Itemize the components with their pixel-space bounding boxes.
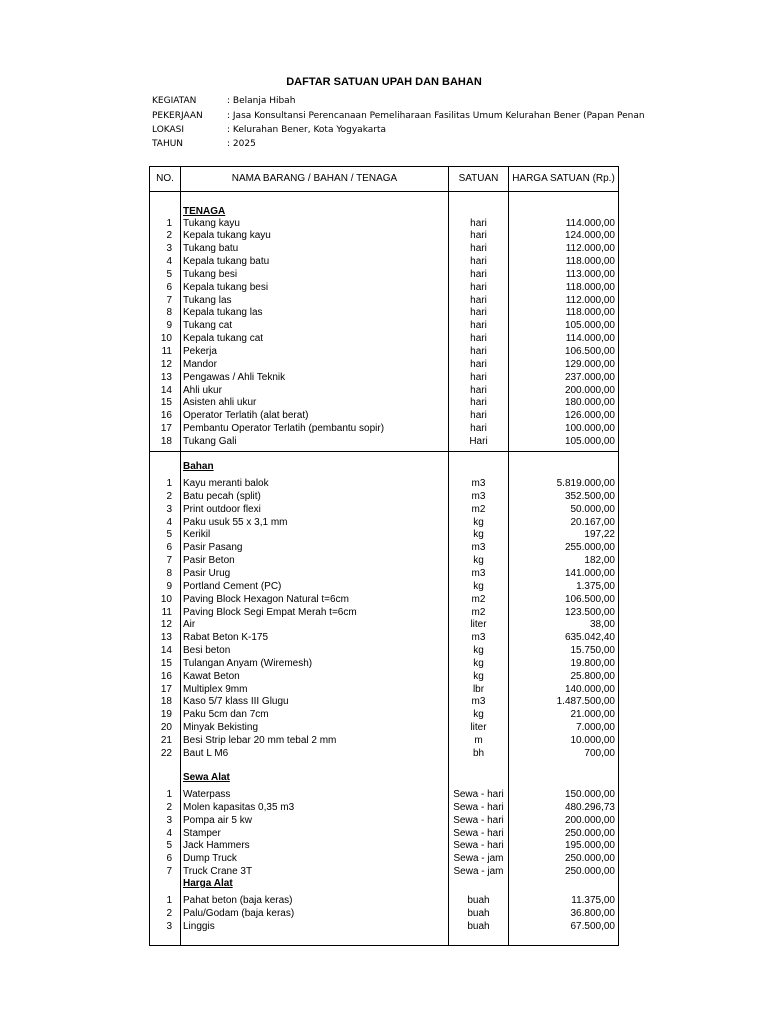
item-number: 6 xyxy=(166,853,172,865)
meta-kegiatan xyxy=(152,96,295,106)
table-row xyxy=(150,529,618,542)
item-name: Minyak Bekisting xyxy=(183,722,259,734)
item-price: 114.000,00 xyxy=(565,217,615,229)
item-name: Pahat beton (baja keras) xyxy=(183,895,293,906)
item-name: Rabat Beton K-175 xyxy=(183,632,269,644)
item-unit: hari xyxy=(470,410,487,422)
table-row xyxy=(150,282,618,295)
item-price: 105.000,00 xyxy=(564,320,615,332)
meta-pekerjaan xyxy=(152,111,645,121)
table-row xyxy=(150,671,618,684)
item-price: 480.296,73 xyxy=(564,801,615,813)
item-name: Kepala tukang kayu xyxy=(183,230,271,242)
item-price: 118.000,00 xyxy=(565,307,615,319)
item-number: 18 xyxy=(160,696,172,708)
item-unit: kg xyxy=(473,580,484,592)
table-row xyxy=(150,423,618,436)
table-row xyxy=(150,632,618,645)
item-unit: Sewa - jam xyxy=(453,866,504,878)
section-title: TENAGA xyxy=(183,205,226,217)
table-row xyxy=(150,385,618,398)
item-number: 4 xyxy=(166,256,172,268)
table-row xyxy=(150,594,618,607)
meta-label: KEGIATAN xyxy=(152,96,197,106)
item-unit: hari xyxy=(470,268,487,280)
table-row xyxy=(150,555,618,568)
item-number: 15 xyxy=(160,397,172,409)
item-unit: hari xyxy=(470,217,487,229)
item-name: Pekerja xyxy=(183,346,217,357)
item-unit: hari xyxy=(470,281,487,293)
table-row xyxy=(150,320,618,333)
item-number: 2 xyxy=(166,230,172,242)
item-price: 195.000,00 xyxy=(564,840,615,852)
item-price: 106.500,00 xyxy=(564,593,615,605)
table-row xyxy=(150,346,618,359)
item-number: 5 xyxy=(166,529,172,541)
item-price: 112.000,00 xyxy=(565,243,615,255)
item-name: Portland Cement (PC) xyxy=(183,580,282,592)
table-row xyxy=(150,307,618,320)
item-unit: Sewa - hari xyxy=(453,814,504,826)
table-row xyxy=(150,504,618,517)
item-number: 11 xyxy=(161,606,172,618)
item-number: 1 xyxy=(166,217,172,229)
item-unit: bh xyxy=(472,747,485,759)
meta-value: : Jasa Konsultansi Perencanaan Pemeliharaan Fasilitas Umum Kelurahan Bener (Papan Penan xyxy=(227,111,645,121)
item-price: 38,00 xyxy=(589,619,615,631)
item-unit: kg xyxy=(473,657,484,669)
item-unit: kg xyxy=(473,516,484,528)
item-name: Kerikil xyxy=(183,529,211,541)
item-unit: m2 xyxy=(471,503,486,515)
table-row xyxy=(150,517,618,530)
table-row xyxy=(150,568,618,581)
item-unit: hari xyxy=(470,333,487,345)
item-number: 1 xyxy=(166,789,172,800)
meta-label: PEKERJAAN xyxy=(152,111,203,121)
item-number: 19 xyxy=(160,709,172,721)
item-price: 1.375,00 xyxy=(576,580,615,592)
item-number: 8 xyxy=(166,567,172,579)
item-unit: Sewa - jam xyxy=(453,853,504,865)
item-name: Pembantu Operator Terlatih (pembantu sopir) xyxy=(183,423,385,435)
item-number: 1 xyxy=(166,478,172,489)
price-table xyxy=(149,166,619,946)
item-name: Pasir Urug xyxy=(183,567,231,579)
table-row xyxy=(150,840,618,853)
item-name: Linggis xyxy=(183,920,215,932)
item-number: 9 xyxy=(166,580,172,592)
item-name: Kayu meranti balok xyxy=(183,478,269,489)
item-number: 12 xyxy=(160,358,172,370)
item-price: 1.487.500,00 xyxy=(556,696,615,708)
meta-tahun xyxy=(152,139,256,149)
item-price: 50.000,00 xyxy=(570,503,615,515)
item-unit: m3 xyxy=(471,632,486,644)
table-row xyxy=(150,491,618,504)
item-number: 2 xyxy=(166,907,172,919)
item-price: 106.500,00 xyxy=(564,346,615,357)
item-name: Multiplex 9mm xyxy=(183,683,248,695)
item-price: 15.750,00 xyxy=(570,645,615,657)
item-unit: hari xyxy=(470,256,487,268)
table-row xyxy=(150,921,618,934)
item-number: 22 xyxy=(160,747,172,759)
item-unit: kg xyxy=(473,670,484,682)
item-name: Kepala tukang batu xyxy=(183,256,270,268)
table-row xyxy=(150,789,618,802)
item-name: Pasir Beton xyxy=(183,555,235,567)
item-price: 118.000,00 xyxy=(565,281,615,293)
item-number: 4 xyxy=(166,827,172,839)
item-unit: m3 xyxy=(471,490,486,502)
item-price: 36.800,00 xyxy=(570,907,615,919)
item-name: Kawat Beton xyxy=(183,670,240,682)
item-name: Pompa air 5 kw xyxy=(183,814,252,826)
item-number: 4 xyxy=(166,516,172,528)
item-number: 1 xyxy=(166,895,172,906)
item-price: 21.000,00 xyxy=(570,709,615,721)
item-price: 114.000,00 xyxy=(565,333,615,345)
table-row xyxy=(150,645,618,658)
item-name: Kaso 5/7 klass III Glugu xyxy=(183,696,289,708)
item-price: 352.500,00 xyxy=(564,490,615,502)
header-name: NAMA BARANG / BAHAN / TENAGA xyxy=(231,173,398,184)
meta-label: TAHUN xyxy=(152,139,184,149)
item-unit: hari xyxy=(470,230,487,242)
item-unit: hari xyxy=(470,346,487,357)
section-divider xyxy=(150,451,618,452)
table-row xyxy=(150,815,618,828)
item-price: 250.000,00 xyxy=(564,827,615,839)
item-number: 14 xyxy=(160,645,172,657)
item-name: Baut L M6 xyxy=(183,747,229,759)
item-name: Print outdoor flexi xyxy=(183,503,261,515)
item-price: 180.000,00 xyxy=(564,397,615,409)
item-number: 16 xyxy=(160,670,172,682)
item-name: Pengawas / Ahli Teknik xyxy=(183,371,286,383)
table-row xyxy=(150,709,618,722)
item-unit: m2 xyxy=(471,606,486,618)
item-unit: m3 xyxy=(471,542,486,554)
item-price: 200.000,00 xyxy=(564,814,615,826)
item-number: 9 xyxy=(166,320,172,332)
item-number: 11 xyxy=(161,346,172,357)
item-unit: kg xyxy=(473,529,484,541)
item-price: 118.000,00 xyxy=(565,256,615,268)
item-name: Waterpass xyxy=(183,789,231,800)
item-name: Tukang besi xyxy=(183,268,238,280)
item-number: 18 xyxy=(160,435,172,447)
item-unit: hari xyxy=(470,384,487,396)
item-unit: hari xyxy=(470,371,487,383)
item-number: 7 xyxy=(166,555,172,567)
item-unit: hari xyxy=(470,307,487,319)
item-unit: buah xyxy=(467,895,490,906)
item-price: 67.500,00 xyxy=(570,920,615,932)
item-unit: m xyxy=(474,735,483,746)
table-row xyxy=(150,735,618,748)
item-unit: liter xyxy=(470,619,487,631)
item-number: 8 xyxy=(166,307,172,319)
item-number: 3 xyxy=(166,814,172,826)
table-row xyxy=(150,542,618,555)
table-row xyxy=(150,410,618,423)
header-unit: SATUAN xyxy=(458,173,499,184)
item-number: 5 xyxy=(166,268,172,280)
table-row xyxy=(150,581,618,594)
item-price: 150.000,00 xyxy=(564,789,615,800)
table-row xyxy=(150,802,618,815)
table-row xyxy=(150,397,618,410)
item-unit: kg xyxy=(473,555,484,567)
item-name: Kepala tukang cat xyxy=(183,333,264,345)
item-unit: Sewa - hari xyxy=(453,801,504,813)
item-unit: lbr xyxy=(472,683,485,695)
item-unit: Sewa - hari xyxy=(453,840,504,852)
item-price: 255.000,00 xyxy=(564,542,615,554)
item-number: 2 xyxy=(166,801,172,813)
meta-value: : 2025 xyxy=(227,139,256,149)
item-number: 6 xyxy=(166,542,172,554)
item-name: Tukang cat xyxy=(183,320,233,332)
item-name: Paving Block Segi Empat Merah t=6cm xyxy=(183,606,357,618)
table-row xyxy=(150,218,618,231)
item-price: 700,00 xyxy=(584,747,615,759)
item-unit: Hari xyxy=(469,435,488,447)
section-title: Bahan xyxy=(183,461,214,472)
table-row xyxy=(150,828,618,841)
item-unit: hari xyxy=(470,294,487,306)
header-no: NO. xyxy=(156,173,174,184)
item-number: 10 xyxy=(160,333,172,345)
item-price: 112.000,00 xyxy=(565,294,615,306)
item-price: 126.000,00 xyxy=(564,410,615,422)
item-name: Tukang Gali xyxy=(183,435,237,447)
item-price: 129.000,00 xyxy=(564,358,615,370)
item-unit: m3 xyxy=(471,478,486,489)
item-name: Dump Truck xyxy=(183,853,237,865)
item-price: 105.000,00 xyxy=(564,435,615,447)
item-name: Paku 5cm dan 7cm xyxy=(183,709,269,721)
table-row xyxy=(150,230,618,243)
item-number: 20 xyxy=(160,722,172,734)
item-price: 140.000,00 xyxy=(564,683,615,695)
item-price: 10.000,00 xyxy=(570,735,615,746)
table-row xyxy=(150,853,618,866)
item-name: Ahli ukur xyxy=(183,384,222,396)
item-price: 11.375,00 xyxy=(571,895,615,906)
item-number: 14 xyxy=(160,384,172,396)
item-unit: Sewa - hari xyxy=(453,789,504,800)
item-name: Pasir Pasang xyxy=(183,542,243,554)
item-number: 16 xyxy=(160,410,172,422)
item-name: Batu pecah (split) xyxy=(183,490,261,502)
item-price: 250.000,00 xyxy=(564,853,615,865)
item-number: 2 xyxy=(166,490,172,502)
item-price: 250.000,00 xyxy=(564,866,615,878)
item-name: Tukang kayu xyxy=(183,217,240,229)
item-unit: m3 xyxy=(471,567,486,579)
item-unit: buah xyxy=(467,920,490,932)
item-unit: hari xyxy=(470,423,487,435)
meta-label: LOKASI xyxy=(152,125,185,135)
item-number: 3 xyxy=(166,243,172,255)
item-price: 7.000,00 xyxy=(576,722,615,734)
item-unit: buah xyxy=(467,907,490,919)
table-row xyxy=(150,895,618,908)
table-row xyxy=(150,908,618,921)
item-price: 25.800,00 xyxy=(570,670,615,682)
item-name: Kepala tukang las xyxy=(183,307,263,319)
table-row xyxy=(150,372,618,385)
item-unit: kg xyxy=(473,709,484,721)
table-row xyxy=(150,722,618,735)
item-unit: m2 xyxy=(471,593,486,605)
item-name: Paku usuk 55 x 3,1 mm xyxy=(183,516,288,528)
item-price: 20.167,00 xyxy=(570,516,615,528)
table-row xyxy=(150,658,618,671)
item-name: Air xyxy=(183,619,196,631)
item-number: 5 xyxy=(166,840,172,852)
item-price: 237.000,00 xyxy=(564,371,615,383)
item-unit: hari xyxy=(470,397,487,409)
item-price: 124.000,00 xyxy=(564,230,615,242)
item-name: Besi Strip lebar 20 mm tebal 2 mm xyxy=(183,735,337,746)
section-title: Harga Alat xyxy=(183,878,233,889)
item-name: Tukang batu xyxy=(183,243,239,255)
item-price: 19.800,00 xyxy=(570,657,615,669)
table-row xyxy=(150,256,618,269)
table-row xyxy=(150,607,618,620)
item-number: 7 xyxy=(166,294,172,306)
item-price: 182,00 xyxy=(584,555,615,567)
item-price: 113.000,00 xyxy=(565,268,615,280)
table-row xyxy=(150,359,618,372)
item-price: 123.500,00 xyxy=(564,606,615,618)
table-row xyxy=(150,269,618,282)
item-number: 17 xyxy=(160,683,172,695)
item-unit: hari xyxy=(470,358,487,370)
item-number: 3 xyxy=(166,503,172,515)
section-title: Sewa Alat xyxy=(183,772,230,783)
item-name: Kepala tukang besi xyxy=(183,281,269,293)
table-row xyxy=(150,619,618,632)
item-name: Operator Terlatih (alat berat) xyxy=(183,410,309,422)
header-divider xyxy=(150,191,618,192)
item-number: 13 xyxy=(160,371,172,383)
item-name: Asisten ahli ukur xyxy=(183,397,257,409)
item-unit: hari xyxy=(470,243,487,255)
header-price: HARGA SATUAN (Rp.) xyxy=(512,173,615,184)
item-name: Mandor xyxy=(183,358,217,370)
item-number: 13 xyxy=(160,632,172,644)
item-unit: kg xyxy=(473,645,484,657)
item-price: 200.000,00 xyxy=(564,384,615,396)
item-name: Jack Hammers xyxy=(183,840,250,852)
table-row xyxy=(150,243,618,256)
item-name: Stamper xyxy=(183,827,221,839)
table-row xyxy=(150,684,618,697)
item-name: Truck Crane 3T xyxy=(183,866,253,878)
item-number: 6 xyxy=(166,281,172,293)
item-unit: Sewa - hari xyxy=(453,827,504,839)
item-number: 15 xyxy=(160,657,172,669)
item-name: Besi beton xyxy=(183,645,231,657)
item-name: Molen kapasitas 0,35 m3 xyxy=(183,801,295,813)
item-price: 100.000,00 xyxy=(564,423,615,435)
item-number: 21 xyxy=(160,735,172,746)
meta-lokasi xyxy=(152,125,386,135)
item-price: 141.000,00 xyxy=(564,567,615,579)
item-unit: m3 xyxy=(471,696,486,708)
meta-value: : Belanja Hibah xyxy=(227,96,296,106)
table-row xyxy=(150,333,618,346)
table-row xyxy=(150,696,618,709)
item-unit: hari xyxy=(470,320,487,332)
table-row xyxy=(150,295,618,308)
item-price: 197,22 xyxy=(584,529,615,541)
item-number: 12 xyxy=(160,619,172,631)
item-number: 10 xyxy=(160,593,172,605)
item-name: Paving Block Hexagon Natural t=6cm xyxy=(183,593,349,605)
table-row xyxy=(150,748,618,761)
item-number: 17 xyxy=(160,423,172,435)
item-name: Palu/Godam (baja keras) xyxy=(183,907,295,919)
item-price: 635.042,40 xyxy=(564,632,615,644)
item-number: 3 xyxy=(166,920,172,932)
item-price: 5.819.000,00 xyxy=(556,478,615,489)
table-row xyxy=(150,478,618,491)
item-name: Tulangan Anyam (Wiremesh) xyxy=(183,657,313,669)
item-unit: liter xyxy=(470,722,487,734)
meta-value: : Kelurahan Bener, Kota Yogyakarta xyxy=(227,125,387,135)
item-number: 7 xyxy=(166,866,172,878)
document-title: DAFTAR SATUAN UPAH DAN BAHAN xyxy=(286,76,482,88)
table-row xyxy=(150,436,618,449)
item-name: Tukang las xyxy=(183,294,232,306)
